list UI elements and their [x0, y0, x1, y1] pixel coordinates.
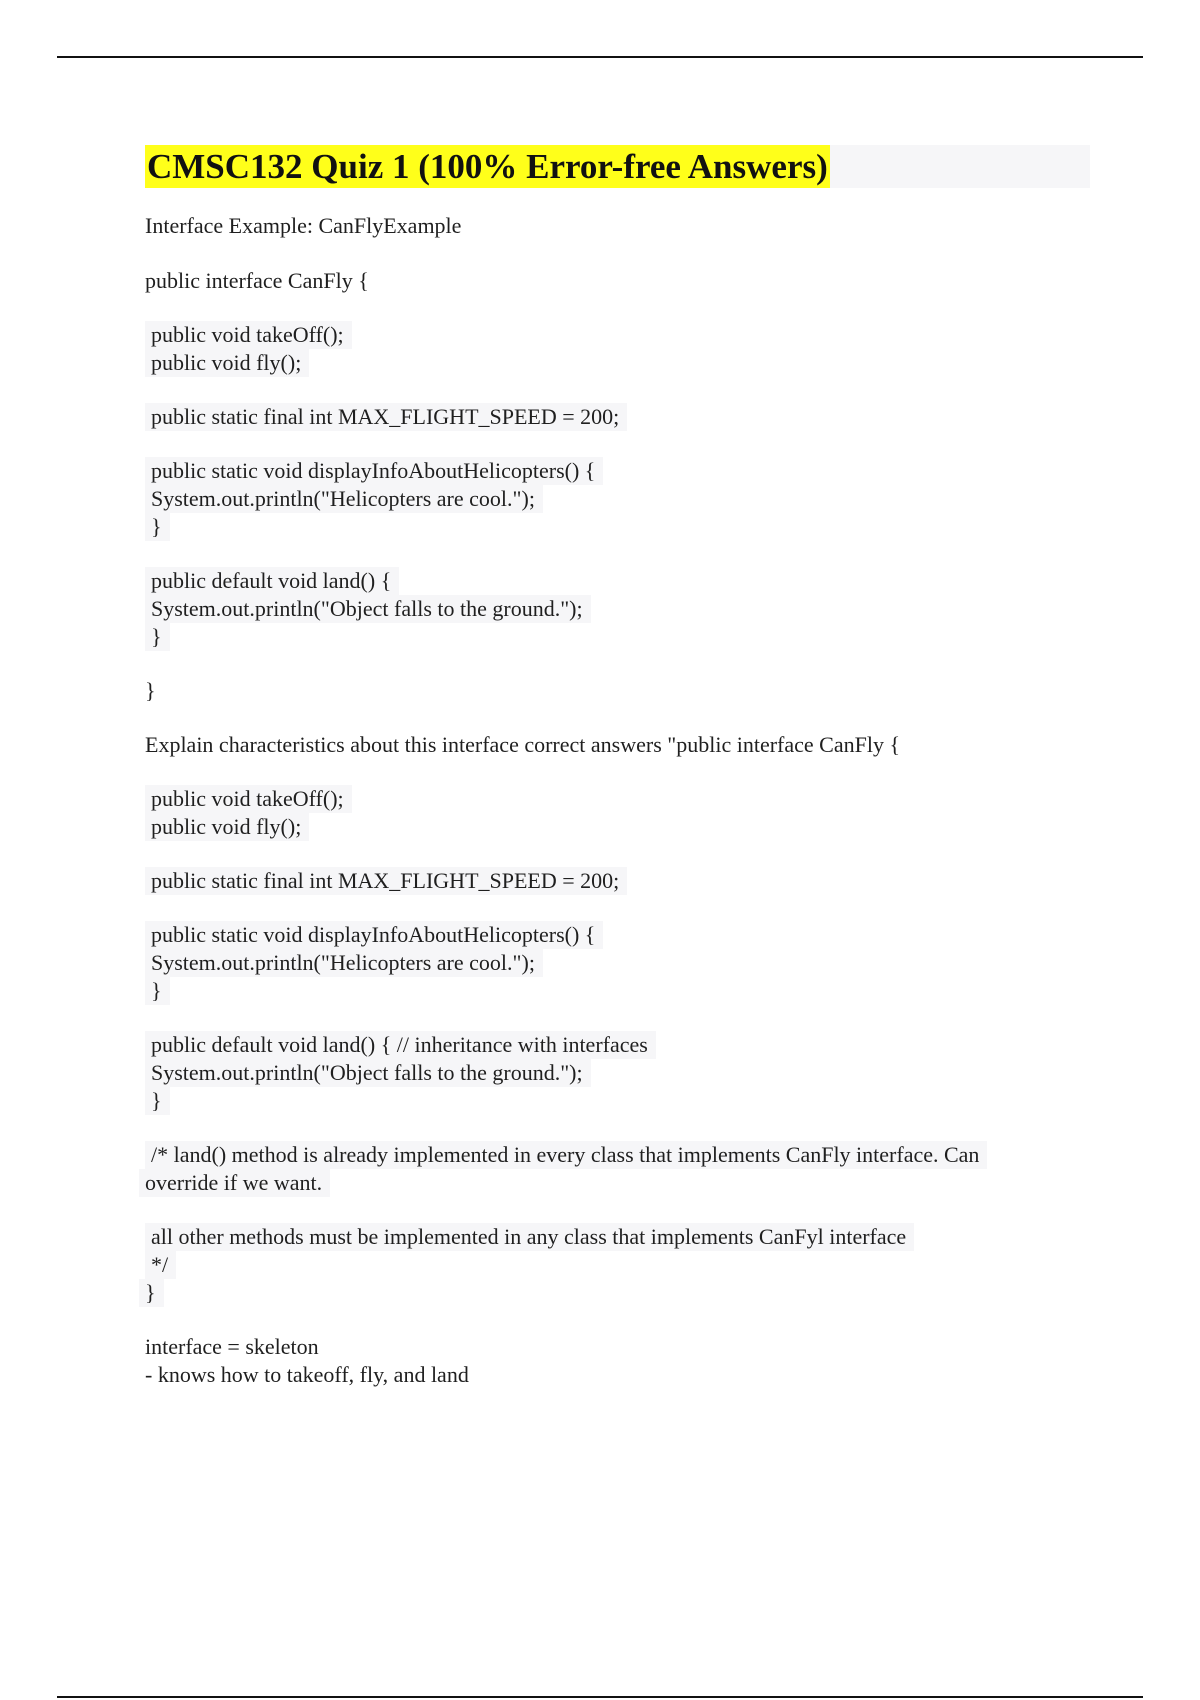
code-line: } — [145, 513, 170, 541]
question-text: Explain characteristics about this interface correct answers "public interface CanFly { — [145, 732, 901, 757]
code-line: */ — [145, 1251, 176, 1279]
title-bar — [145, 145, 1090, 188]
code-line: public void takeOff(); — [145, 785, 352, 813]
bottom-rule — [57, 1696, 1143, 1698]
document-title: CMSC132 Quiz 1 (100% Error-free Answers) — [147, 147, 828, 186]
code-line: System.out.println("Helicopters are cool."); — [145, 485, 543, 513]
interface-open-line: public interface CanFly { — [145, 268, 369, 293]
code-line: public default void land() { — [145, 567, 399, 595]
code-line: public static final int MAX_FLIGHT_SPEED = 200; — [145, 403, 627, 431]
code-constant-1 — [145, 403, 1090, 431]
code-static-method-1 — [145, 457, 1090, 541]
code-line: public static final int MAX_FLIGHT_SPEED = 200; — [145, 867, 627, 895]
interface-close-line: } — [145, 678, 156, 703]
code-line: public default void land() { // inheritance with interfaces — [145, 1031, 656, 1059]
code-line: System.out.println("Object falls to the ground."); — [145, 595, 591, 623]
document-body — [145, 145, 1090, 1389]
code-line: System.out.println("Helicopters are cool."); — [145, 949, 543, 977]
summary — [145, 1333, 1090, 1389]
summary-line: interface = skeleton — [145, 1334, 319, 1359]
code-methods-2 — [145, 785, 1090, 841]
top-rule — [57, 56, 1143, 58]
code-line: all other methods must be implemented in any class that implements CanFyl interface — [145, 1223, 914, 1251]
code-line: public static void displayInfoAboutHelicopters() { — [145, 457, 603, 485]
code-default-method-1 — [145, 567, 1090, 651]
code-default-method-2 — [145, 1031, 1090, 1115]
code-line: } — [145, 623, 170, 651]
code-line: public void takeOff(); — [145, 321, 352, 349]
code-line: public void fly(); — [145, 813, 309, 841]
code-line: public void fly(); — [145, 349, 309, 377]
code-static-method-2 — [145, 921, 1090, 1005]
code-line: } — [145, 1087, 170, 1115]
code-methods-1 — [145, 321, 1090, 377]
code-line: override if we want. — [139, 1169, 330, 1197]
code-line: public static void displayInfoAboutHelicopters() { — [145, 921, 603, 949]
intro-text: Interface Example: CanFlyExample — [145, 213, 462, 238]
code-comment-1 — [145, 1141, 1090, 1197]
code-constant-2 — [145, 867, 1090, 895]
code-line: System.out.println("Object falls to the ground."); — [145, 1059, 591, 1087]
code-line: /* land() method is already implemented in every class that implements CanFly interface. Can — [145, 1141, 987, 1169]
code-comment-2 — [145, 1223, 1090, 1307]
code-line: } — [145, 977, 170, 1005]
summary-line: - knows how to takeoff, fly, and land — [145, 1362, 469, 1387]
code-line: } — [139, 1279, 164, 1307]
